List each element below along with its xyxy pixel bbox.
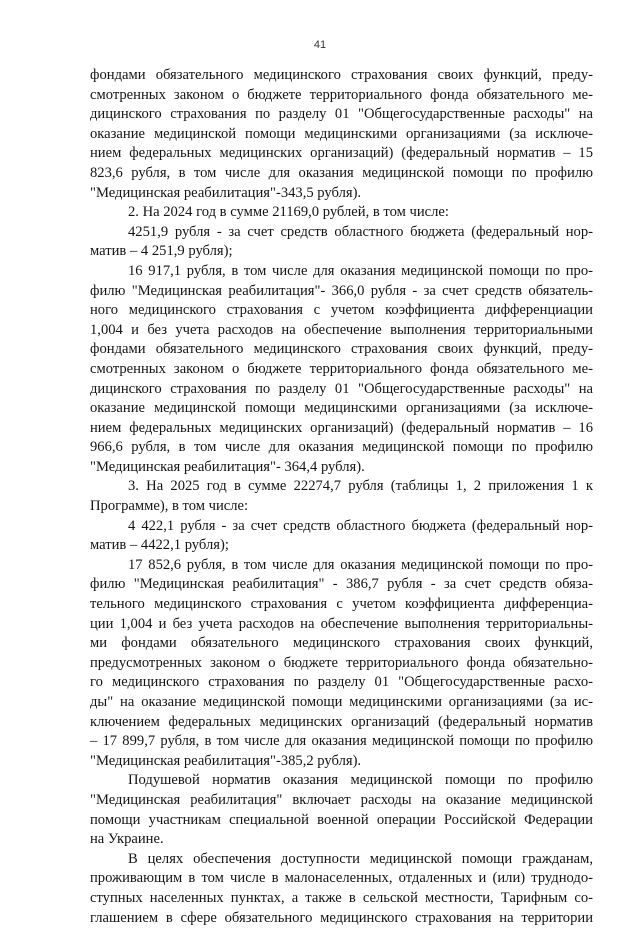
text-line: го медицинского страхования по разделу 01 "Общегосударственные расхо- [90,674,593,691]
text-line: "Медицинская реабилитация" включает расходы на оказание медицинской [90,791,593,808]
text-line: 823,6 рубля, в том числе для оказания медицинской помощи по профилю [90,164,593,181]
text-line: 1,004 и без учета расходов на обеспечение выполнения территориальными [90,321,593,338]
text-line: ступных населенных пунктах, а также в сельской местности, Тарифным со- [90,889,593,906]
text-line: филю "Медицинская реабилитация"- 366,0 рубля - за счет средств обязатель- [90,282,593,299]
text-line: 966,6 рубля, в том числе для оказания медицинской помощи по профилю [90,439,593,456]
text-line: нием федеральных медицинских организаций) (федеральный норматив – 16 [90,419,593,436]
text-line: 4251,9 рубля - за счет средств областного бюджета (федеральный нор- [128,223,593,240]
text-line: нием федеральных медицинских организаций) (федеральный норматив – 15 [90,145,593,162]
text-line: ми фондами обязательного медицинского страхования своих функций, [90,635,593,652]
text-line: смотренных законом о бюджете территориального фонда обязательного ме- [90,360,593,377]
text-line: предусмотренных законом о бюджете территориального фонда обязательно- [90,654,593,671]
text-line: "Медицинская реабилитация"-343,5 рубля). [90,184,362,201]
text-line: 4 422,1 рубля - за счет средств областного бюджета (федеральный нор- [128,517,593,534]
text-line: 17 852,6 рубля, в том числе для оказания медицинской помощи по про- [128,556,593,573]
text-line: ного медицинского страхования с учетом коэффициента дифференциации [90,302,593,319]
text-line: глашением в сфере обязательного медицинского страхования на территории [90,909,593,926]
text-line: тельного медицинского страхования с учетом коэффициента дифференциа- [90,596,593,613]
text-line: фондами обязательного медицинского страхования своих функций, преду- [90,67,593,83]
text-line: 3. На 2025 год в сумме 22274,7 рубля (таблицы 1, 2 приложения 1 к [128,478,593,495]
text-line: Подушевой норматив оказания медицинской помощи по профилю [128,772,593,789]
text-line: В целях обеспечения доступности медицинской помощи гражданам, [128,850,593,867]
text-line: ды" на оказание медицинской помощи медицинскими организациями (за ис- [90,694,593,710]
text-line: фондами обязательного медицинского страхования своих функций, преду- [90,341,593,358]
text-line: ключением федеральных медицинских организаций (федеральный норматив [90,713,593,730]
text-line: – 17 899,7 рубля, в том числе для оказания медицинской помощи по профилю [90,733,593,750]
text-line: помощи участникам специальной военной операции Российской Федерации [90,811,593,828]
page-number: 41 [313,39,327,51]
text-line: ции 1,004 и без учета расходов на обеспечение выполнения территориальны- [90,615,593,632]
text-line: "Медицинская реабилитация"- 364,4 рубля). [90,458,365,475]
text-line: дицинского страхования по разделу 01 "Общегосударственные расходы" на [90,380,593,397]
text-line: "Медицинская реабилитация"-385,2 рубля). [90,752,362,769]
text-line: филю "Медицинская реабилитация" - 386,7 рубля - за счет средств обяза- [90,576,593,593]
text-line: на Украине. [90,831,164,848]
text-line: смотренных законом о бюджете территориального фонда обязательного ме- [90,86,593,103]
text-line: 2. На 2024 год в сумме 21169,0 рублей, в том числе: [128,204,449,221]
body-text [90,66,593,928]
text-line: дицинского страхования по разделу 01 "Общегосударственные расходы" на [90,106,593,123]
text-line: оказание медицинской помощи медицинскими организациями (за исключе- [90,125,593,142]
text-line: 16 917,1 рубля, в том числе для оказания медицинской помощи по про- [128,262,593,279]
text-line: матив – 4 251,9 рубля); [90,243,233,260]
text-line: Программе), в том числе: [90,498,249,515]
text-line: проживающим в том числе в малонаселенных, отдаленных и (или) труднодо- [90,870,593,887]
text-line: матив – 4422,1 рубля); [90,537,229,554]
text-line: оказание медицинской помощи медицинскими организациями (за исключе- [90,400,593,417]
